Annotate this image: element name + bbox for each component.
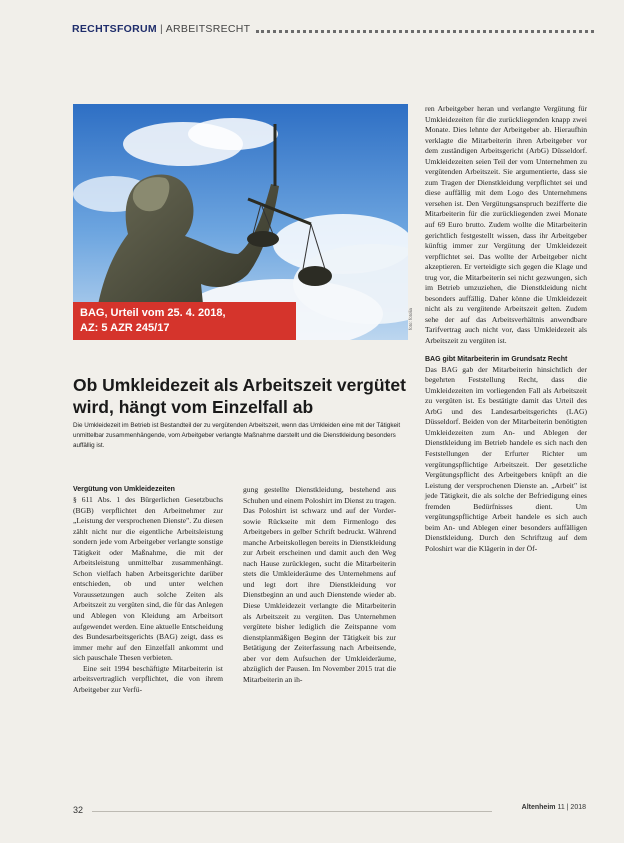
col3-subheading: BAG gibt Mitarbeiterin im Grundsatz Recht xyxy=(425,355,568,363)
page-number: 32 xyxy=(73,805,84,815)
section-separator: | xyxy=(159,23,163,35)
caption-line-2: AZ: 5 AZR 245/17 xyxy=(80,322,170,334)
article-lead: Die Umkleidezeit im Betrieb ist Bestandteil der zu vergütenden Arbeitszeit, wenn das Umkleiden eine mit der Tätigkeit unmittelbar zusammenhängende, vom Arbeitgeber verlangte Maßnahme darstellt und die Dienstkleidung besonders auffällig ist. xyxy=(73,422,401,449)
col3-paragraph-1: ren Arbeitgeber heran und verlangte Vergütung für Umkleidezeiten für die zurückliegenden knapp zwei Monate. Dies lehnte der Arbeitgeber ab. Hieraufhin verklagte die Mitarbeiterin ihren Arbeitgeber vor dem zuständigen Arbeitsgericht (ArbG) Düsseldorf. Umkleidezeiten seien Teil der vom Unternehmen zu vergütenden Arbeitszeit. Sie argumentierte, dass sie zum Tragen der Dienstkleidung verpflichtet sei und diese auffällig mit dem Logo des Unternehmens versehen ist. Den Vergütungsanspruch bezifferte die Mitarbeiterin für die zurückliegenden zwei Monate auf 69 Euro brutto. Zudem wollte die Mitarbeiterin gerichtlich festgestellt wissen, dass ihr Arbeitgeber künftig immer zur Vergütung der Umkleidezeit verpflichtet sei. Das wollte der Arbeitgeber nicht akzeptieren. Er verteidigte sich gegen die Klage und trug vor, die Mitarbeiterin sei nicht gezwungen, sich im Betrieb umzuziehen, die Dienstkleidung nicht besonders auffällig. Daher könne die Umkleidezeit nicht als zu vergütende Arbeitszeit gelten. Zudem sehe der auf das Arbeitsverhältnis anwendbare Tarifvertrag auch nicht vor, dass Umkleidezeit als Arbeitszeit zu vergüten ist. xyxy=(425,104,587,346)
col3-paragraph-2: Das BAG gab der Mitarbeiterin hinsichtlich der begehrten Feststellung Recht, dass die Umkleidezeiten im vorliegenden Fall als Arbeitszeit zu vergüten ist. Es bestätigte damit das Urteil des ArbG und des Landesarbeitsgerichts (LAG) Düsseldorf. Beiden von der Mitarbeiterin benötigten Umkleidezeiten zum An- und Ablegen der Dienstkleidung im Betrieb handele es sich nach den Feststellungen der Erfurter Richter um vergütungspflichtige Arbeitszeit. Der gesetzliche Vergütungspflicht des Arbeitgebers knüpft an die Leistung der versprochenen Dienste an. „Arbeit" ist jede Tätigkeit, die als solche der Befriedigung eines fremden Bedürfnisses dient. Um vergütungspflichtige Arbeit handele es sich auch beim An- und Ablegen einer besonders auffälligen Dienstkleidung. Durch den Schriftzug auf dem Poloshirt war die Klägerin in der Öf- xyxy=(425,364,587,553)
caption-line-1: BAG, Urteil vom 25. 4. 2018, xyxy=(80,307,226,319)
text-column-3 xyxy=(425,104,587,554)
magazine-name: Altenheim xyxy=(521,804,556,811)
caption-box xyxy=(73,302,296,340)
col1-paragraph-1: § 611 Abs. 1 des Bürgerlichen Gesetzbuchs (BGB) verpflichtet den Arbeitnehmer zur „Leistung der versprochenen Dienste". Zu diesen zählt nicht nur die eigentliche Arbeitsleistung sondern jede vom Arbeitgeber verlangte sonstige Tätigkeit oder Maßnahme, die mit der Arbeitsleistung unmittelbar zusammenhängt. Schon vielfach haben Arbeitsgerichte darüber entschieden, ob und unter welchen Voraussetzungen auch solche Zeiten als Arbeitszeit zu vergüten sind, die für das Anlegen und Ablegen von Kleidung am Arbeitsort aufgewendet werden. Eine aktuelle Entscheidung des Bundesarbeitsgerichts (BAG) zeigt, dass es immer mehr auf den Einzelfall ankommt und sich pauschale Thesen verbieten. xyxy=(73,495,223,663)
footer-rule xyxy=(92,811,492,812)
issue-number: 11 | 2018 xyxy=(557,804,586,811)
text-column-1 xyxy=(73,485,223,695)
photo-credit: foto: fotolia xyxy=(408,307,413,330)
article-title: Ob Umkleidezeit als Arbeitszeit vergütet wird, hängt vom Einzelfall ab xyxy=(73,375,406,417)
col1-paragraph-2: Eine seit 1994 beschäftigte Mitarbeiterin ist arbeitsvertraglich verpflichtet, die von ihrem Arbeitgeber zur Verfü- xyxy=(73,663,223,694)
section-header xyxy=(72,20,594,38)
header-dotted-rule xyxy=(256,26,594,33)
text-column-2 xyxy=(243,485,396,685)
col2-paragraph-1: gung gestellte Dienstkleidung, bestehend aus Schuhen und einem Poloshirt im Dienst zu tragen. Das Poloshirt ist schwarz und auf der Vorder- sowie Rückseite mit dem Firmenlogo des Arbeitgebers in gelber Schrift bedruckt. Während manche Arbeitskollegen bereits in Dienstkleidung zur Arbeit erscheinen und damit auch den Weg nach Hause zurücklegen, sucht die Mitarbeiterin stets die Umkleideräume des Unternehmens auf und legt dort ihre Dienstkleidung vor Dienstbeginn an und auch Dienstende wieder ab. Diese Umkleidezeit verlangte die Mitarbeiterin als Arbeitszeit zu vergüten. Das Unternehmen vergütete bisher lediglich die Zeitspanne vom dienstplanmäßigen Beginn der Tätigkeit bis zur Betätigung der Zeiterfassung nach Arbeitsende, aber vor dem Aufsuchen der Umkleideräume, abzüglich der Pausen. Im November 2015 trat die Mitarbeiterin an ih- xyxy=(243,485,396,684)
subsection-label: ARBEITSRECHT xyxy=(165,23,251,35)
magazine-footer xyxy=(522,804,586,811)
col1-subheading: Vergütung von Umkleidezeiten xyxy=(73,486,175,493)
section-label: RECHTSFORUM xyxy=(72,23,157,35)
